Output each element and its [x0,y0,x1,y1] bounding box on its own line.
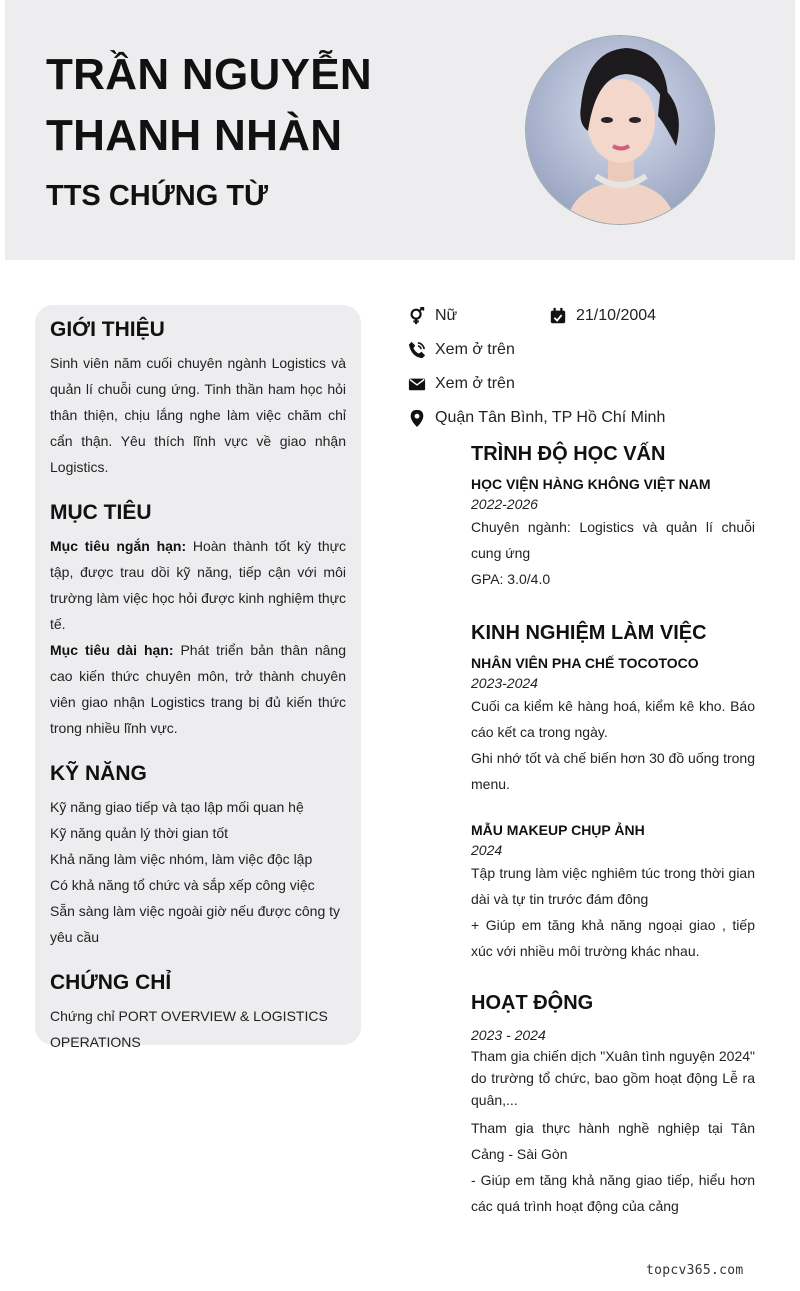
certificates-title: CHỨNG CHỈ [50,971,172,994]
goals-section [50,501,346,741]
header-banner [5,0,795,260]
job-role: MẪU MAKEUP CHỤP ẢNH [471,822,645,838]
goals-title: MỤC TIÊU [50,501,152,524]
gender-row [408,304,457,328]
job-title: TTS CHỨNG TỪ [46,180,269,212]
birthdate-row [549,304,656,328]
certificate-item: Chứng chỉ PORT OVERVIEW & LOGISTICS OPERATIONS [50,1008,328,1050]
activity-line: - Giúp em tăng khả năng giao tiếp, hiểu hơn các quá trình hoạt động của cảng [471,1172,755,1214]
skills-title: KỸ NĂNG [50,762,147,785]
job-period: 2023-2024 [471,675,538,691]
avatar-photo [526,36,715,225]
activity-line: Tham gia chiến dịch "Xuân tình nguyện 2024" do trường tổ chức, bao gồm hoạt động Lễ ra quân,... [471,1048,755,1108]
skill-item: Kỹ năng giao tiếp và tạo lập mối quan hệ [50,799,304,815]
job-detail: Tập trung làm việc nghiêm túc trong thời gian dài và tự tin trước đám đông [471,865,755,907]
envelope-icon [408,375,426,393]
job-role: NHÂN VIÊN PHA CHẾ TOCOTOCO [471,655,699,671]
education-period: 2022-2026 [471,496,538,512]
name-line-1: TRẦN NGUYỄN [46,50,372,99]
job-detail: + Giúp em tăng khả năng ngoại giao , tiếp xúc với nhiều môi trường khác nhau. [471,917,755,959]
intro-title: GIỚI THIỆU [50,318,165,341]
intro-text: Sinh viên năm cuối chuyên ngành Logistics và quản lí chuỗi cung ứng. Tinh thần ham học hỏi thân thiện, chịu lắng nghe làm việc chăm chỉ cẩn thận. Yêu thích lĩnh vực về giao nhận Logistics. [50,355,346,475]
location-pin-icon [408,409,426,427]
activities-period: 2023 - 2024 [471,1027,546,1043]
short-term-goal [50,533,346,637]
activities-section [471,992,755,1219]
education-major: Chuyên ngành: Logistics và quản lí chuỗi cung ứng [471,519,755,561]
education-title: TRÌNH ĐỘ HỌC VẤN [471,443,666,465]
address-row [408,406,665,430]
activities-title: HOẠT ĐỘNG [471,992,594,1014]
gender-value: Nữ [435,307,458,324]
short-term-text: Hoàn thành tốt kỳ thực tập, được trau dồi kỹ năng, tiếp cận với môi trường làm việc học hỏi được kinh nghiệm thực tế. [50,538,346,632]
skills-section [50,762,346,950]
activity-line: Tham gia thực hành nghề nghiệp tại Tân Cảng - Sài Gòn [471,1120,755,1162]
certificates-section [50,971,346,1055]
school-name: HỌC VIỆN HÀNG KHÔNG VIỆT NAM [471,476,711,492]
skill-item: Sẵn sàng làm việc ngoài giờ nếu được công ty yêu cầu [50,903,341,945]
gender-icon [408,307,426,325]
skill-item: Kỹ năng quản lý thời gian tốt [50,825,229,841]
email-value: Xem ở trên [435,375,515,392]
calendar-icon [549,307,567,325]
job-detail: Ghi nhớ tốt và chế biến hơn 30 đồ uống trong menu. [471,750,755,792]
long-term-label: Mục tiêu dài hạn: [50,642,174,658]
skill-item: Khả năng làm việc nhóm, làm việc độc lập [50,851,313,867]
name-line-2: THANH NHÀN [46,111,343,160]
short-term-label: Mục tiêu ngắn hạn: [50,538,187,554]
long-term-goal [50,637,346,741]
phone-icon [408,341,426,359]
email-row [408,372,515,396]
experience-item-2 [471,822,755,964]
job-period: 2024 [471,842,503,858]
intro-section [50,318,346,480]
phone-value: Xem ở trên [435,341,515,358]
birthdate-value: 21/10/2004 [576,307,657,324]
education-section [471,443,755,592]
full-name [46,44,466,166]
left-panel [35,305,361,1050]
skill-item: Có khả năng tổ chức và sắp xếp công việc [50,877,315,893]
long-term-text: Phát triển bản thân nâng cao kiến thức chuyên môn, trở thành chuyên viên giao nhận Logistics trang bị đủ kiến thức trong nhiều lĩnh vực. [50,642,346,736]
education-gpa: GPA: 3.0/4.0 [471,571,551,587]
avatar [525,35,715,225]
address-value: Quận Tân Bình, TP Hồ Chí Minh [435,409,666,426]
phone-row [408,338,515,362]
watermark: topcv365.com [646,1263,744,1278]
job-detail: Cuối ca kiểm kê hàng hoá, kiểm kê kho. Báo cáo kết ca trong ngày. [471,698,755,740]
experience-section [471,622,755,797]
experience-title: KINH NGHIỆM LÀM VIỆC [471,622,707,644]
